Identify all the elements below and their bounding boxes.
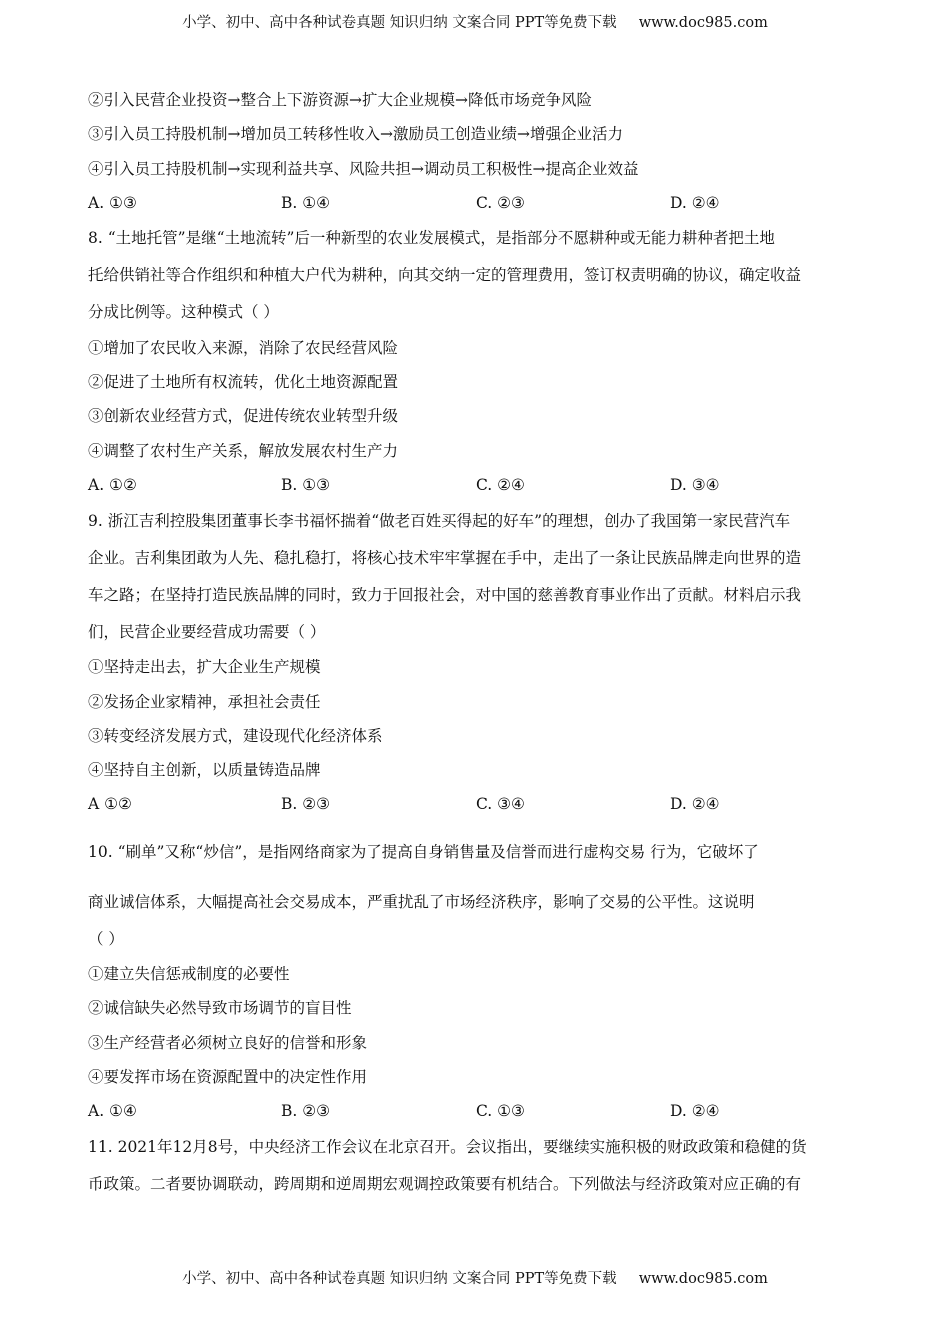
q10-option-c: C. ①③ (476, 1102, 525, 1120)
q11-stem-line-1: 11. 2021年12月8号，中央经济工作会议在北京召开。会议指出，要继续实施积极的财政政策和稳健的货 (88, 1138, 807, 1156)
q8-stem-line-1: 8. “土地托管”是继“土地流转”后一种新型的农业发展模式，是指部分不愿耕种或无能力耕种者把土地 (88, 229, 775, 247)
q9-stem-line-2: 企业。吉利集团敢为人先、稳扎稳打，将核心技术牢牢掌握在手中，走出了一条让民族品牌走向世界的造 (88, 549, 802, 567)
q8-stem-line-2: 托给供销社等合作组织和种植大户代为耕种，向其交纳一定的管理费用，签订权责明确的协议，确定收益 (88, 266, 802, 284)
q9-option-d: D. ②④ (670, 795, 720, 813)
q10-stem-line-1: 10. “刷单”又称“炒信”，是指网络商家为了提高自身销售量及信誉而进行虚构交易 行为，它破坏了 (88, 843, 759, 861)
q8-item-4: ④调整了农村生产关系，解放发展农村生产力 (88, 442, 399, 460)
q7-item-3: ③引入员工持股机制→增加员工转移性收入→激励员工创造业绩→增强企业活力 (88, 125, 623, 143)
q10-item-3: ③生产经营者必须树立良好的信誉和形象 (88, 1034, 368, 1052)
q10-stem-line-2: 商业诚信体系，大幅提高社会交易成本，严重扰乱了市场经济秩序，影响了交易的公平性。这说明 (88, 893, 755, 911)
page-header (0, 14, 950, 32)
q9-option-c: C. ③④ (476, 795, 525, 813)
q11-stem-line-2: 币政策。二者要协调联动，跨周期和逆周期宏观调控政策要有机结合。下列做法与经济政策对应正确的有 (88, 1175, 802, 1193)
q8-item-2: ②促进了土地所有权流转，优化土地资源配置 (88, 373, 399, 391)
q8-option-c: C. ②④ (476, 476, 525, 494)
q7-item-2: ②引入民营企业投资→整合上下游资源→扩大企业规模→降低市场竞争风险 (88, 91, 592, 109)
q10-option-d: D. ②④ (670, 1102, 720, 1120)
q10-option-b: B. ②③ (281, 1102, 331, 1120)
page-footer (0, 1270, 950, 1288)
q7-option-a: A. ①③ (88, 194, 137, 212)
q9-option-b: B. ②③ (281, 795, 331, 813)
q10-option-a: A. ①④ (88, 1102, 137, 1120)
q8-option-a: A. ①② (88, 476, 137, 494)
q9-stem-line-1: 9. 浙江吉利控股集团董事长李书福怀揣着“做老百姓买得起的好车”的理想，创办了我国第一家民营汽车 (88, 512, 791, 530)
q9-item-4: ④坚持自主创新，以质量铸造品牌 (88, 761, 321, 779)
q9-item-1: ①坚持走出去，扩大企业生产规模 (88, 658, 321, 676)
q9-item-2: ②发扬企业家精神，承担社会责任 (88, 693, 321, 711)
header-text: 小学、初中、高中各种试卷真题 知识归纳 文案合同 PPT等免费下载 (182, 15, 617, 31)
q8-item-3: ③创新农业经营方式，促进传统农业转型升级 (88, 407, 399, 425)
footer-site-link[interactable]: www.doc985.com (638, 1271, 768, 1287)
q10-stem-line-3: （ ） (88, 930, 124, 948)
q8-stem-line-3: 分成比例等。这种模式（ ） (88, 303, 279, 321)
q8-option-b: B. ①③ (281, 476, 331, 494)
q7-option-c: C. ②③ (476, 194, 525, 212)
q9-option-a: A ①② (88, 795, 132, 813)
q9-stem-line-3: 车之路；在坚持打造民族品牌的同时，致力于回报社会，对中国的慈善教育事业作出了贡献。材料启示我 (88, 586, 802, 604)
q10-item-1: ①建立失信惩戒制度的必要性 (88, 965, 290, 983)
q8-item-1: ①增加了农民收入来源，消除了农民经营风险 (88, 339, 399, 357)
q9-stem-line-4: 们，民营企业要经营成功需要（ ） (88, 623, 326, 641)
footer-text: 小学、初中、高中各种试卷真题 知识归纳 文案合同 PPT等免费下载 (182, 1271, 617, 1287)
q7-item-4: ④引入员工持股机制→实现利益共享、风险共担→调动员工积极性→提高企业效益 (88, 160, 639, 178)
header-site-link[interactable]: www.doc985.com (638, 15, 768, 31)
q7-option-b: B. ①④ (281, 194, 331, 212)
q10-item-2: ②诚信缺失必然导致市场调节的盲目性 (88, 999, 352, 1017)
q8-option-d: D. ③④ (670, 476, 720, 494)
q10-item-4: ④要发挥市场在资源配置中的决定性作用 (88, 1068, 368, 1086)
q7-option-d: D. ②④ (670, 194, 720, 212)
q9-item-3: ③转变经济发展方式，建设现代化经济体系 (88, 727, 383, 745)
